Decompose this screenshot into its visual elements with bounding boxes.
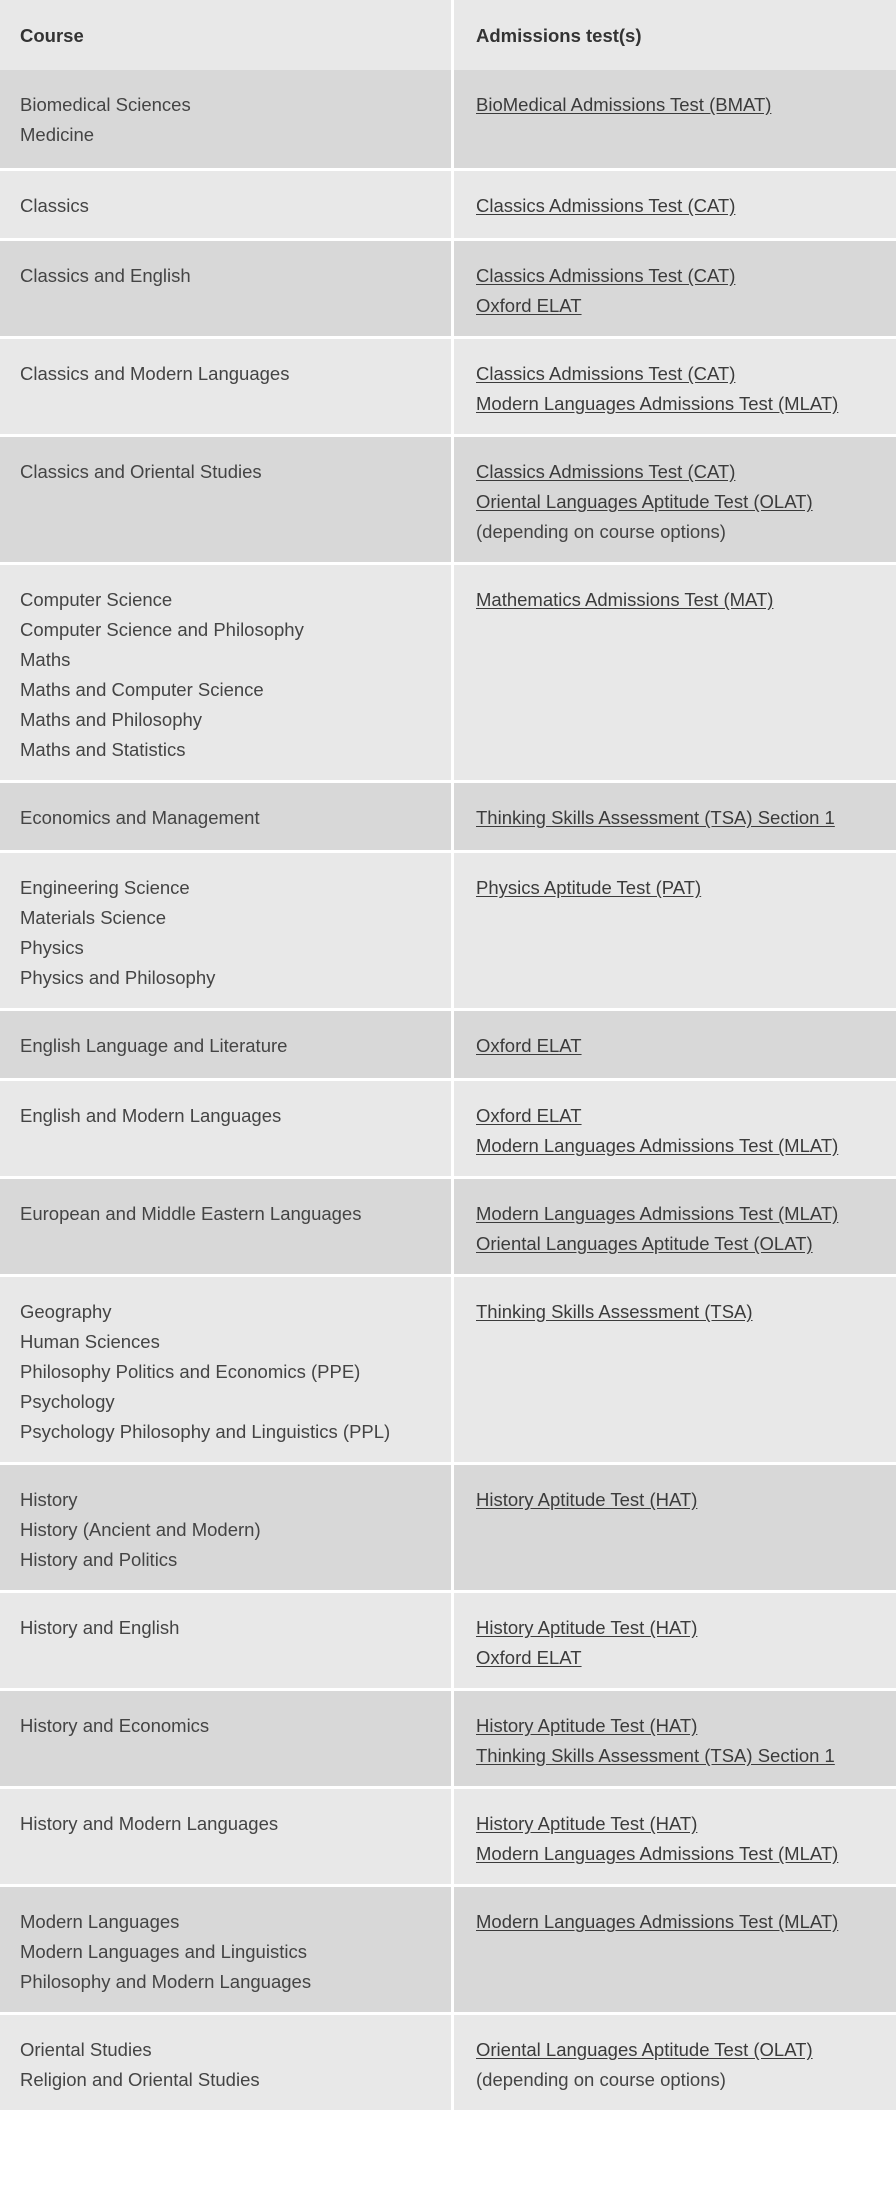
table-header-row bbox=[0, 0, 896, 70]
table-row bbox=[0, 238, 896, 336]
admissions-test-link[interactable]: Modern Languages Admissions Test (MLAT) bbox=[476, 1135, 839, 1156]
tests-cell bbox=[454, 1081, 896, 1176]
test-line bbox=[476, 1907, 876, 1937]
test-line bbox=[476, 1131, 876, 1161]
admissions-test-link[interactable]: Thinking Skills Assessment (TSA) bbox=[476, 1301, 753, 1322]
course-name: Maths and Computer Science bbox=[20, 679, 264, 700]
tests-cell bbox=[454, 70, 896, 168]
test-line bbox=[476, 803, 876, 833]
tests-cell bbox=[454, 171, 896, 238]
course-cell bbox=[0, 70, 454, 168]
admissions-test-link[interactable]: Oxford ELAT bbox=[476, 1105, 582, 1126]
table-row bbox=[0, 562, 896, 780]
admissions-test-link[interactable]: Classics Admissions Test (CAT) bbox=[476, 363, 736, 384]
course-name: Computer Science bbox=[20, 589, 173, 610]
admissions-test-link[interactable]: Oriental Languages Aptitude Test (OLAT) bbox=[476, 2039, 813, 2060]
course-cell bbox=[0, 1887, 454, 2012]
tests-cell bbox=[454, 241, 896, 336]
course-cell bbox=[0, 1179, 454, 1274]
course-name: Maths and Philosophy bbox=[20, 709, 203, 730]
table-row bbox=[0, 1078, 896, 1176]
course-name: Economics and Management bbox=[20, 807, 260, 828]
course-cell bbox=[0, 565, 454, 780]
admissions-test-link[interactable]: Oxford ELAT bbox=[476, 1647, 582, 1668]
admissions-test-link[interactable]: Classics Admissions Test (CAT) bbox=[476, 265, 736, 286]
table-row bbox=[0, 1462, 896, 1590]
course-name: Physics and Philosophy bbox=[20, 967, 216, 988]
tests-cell bbox=[454, 1691, 896, 1786]
admissions-test-link[interactable]: Thinking Skills Assessment (TSA) Section 1 bbox=[476, 807, 835, 828]
admissions-test-link[interactable]: Physics Aptitude Test (PAT) bbox=[476, 877, 702, 898]
admissions-test-link[interactable]: History Aptitude Test (HAT) bbox=[476, 1813, 698, 1834]
tests-cell bbox=[454, 565, 896, 780]
test-line bbox=[476, 359, 876, 389]
table-row bbox=[0, 1688, 896, 1786]
table-row bbox=[0, 168, 896, 238]
course-name: History (Ancient and Modern) bbox=[20, 1519, 261, 1540]
test-line bbox=[476, 1741, 876, 1771]
course-name: Modern Languages bbox=[20, 1911, 180, 1932]
table-row bbox=[0, 1176, 896, 1274]
course-name: Psychology bbox=[20, 1391, 115, 1412]
course-name: Oriental Studies bbox=[20, 2039, 152, 2060]
test-line bbox=[476, 1199, 876, 1229]
course-cell bbox=[0, 1691, 454, 1786]
tests-cell bbox=[454, 1593, 896, 1688]
test-line bbox=[476, 389, 876, 419]
course-cell bbox=[0, 1465, 454, 1590]
course-cell bbox=[0, 1081, 454, 1176]
test-line bbox=[476, 1485, 876, 1515]
admissions-test-link[interactable]: History Aptitude Test (HAT) bbox=[476, 1489, 698, 1510]
course-name: Modern Languages and Linguistics bbox=[20, 1941, 307, 1962]
admissions-test-link[interactable]: Oriental Languages Aptitude Test (OLAT) bbox=[476, 491, 813, 512]
admissions-test-link[interactable]: Modern Languages Admissions Test (MLAT) bbox=[476, 1911, 839, 1932]
table-row bbox=[0, 780, 896, 850]
course-name: Maths and Statistics bbox=[20, 739, 186, 760]
admissions-test-link[interactable]: Mathematics Admissions Test (MAT) bbox=[476, 589, 774, 610]
admissions-test-link[interactable]: History Aptitude Test (HAT) bbox=[476, 1617, 698, 1638]
tests-cell bbox=[454, 1465, 896, 1590]
tests-cell bbox=[454, 1277, 896, 1462]
course-name: English Language and Literature bbox=[20, 1035, 288, 1056]
test-line bbox=[476, 487, 876, 517]
course-cell bbox=[0, 437, 454, 562]
admissions-test-link[interactable]: Modern Languages Admissions Test (MLAT) bbox=[476, 1203, 839, 1224]
course-cell bbox=[0, 1277, 454, 1462]
test-line bbox=[476, 1229, 876, 1259]
course-name: Philosophy Politics and Economics (PPE) bbox=[20, 1361, 361, 1382]
test-line bbox=[476, 873, 876, 903]
course-name: Geography bbox=[20, 1301, 112, 1322]
course-name: Biomedical Sciences bbox=[20, 94, 191, 115]
table-row bbox=[0, 434, 896, 562]
course-name: History and Politics bbox=[20, 1549, 178, 1570]
test-line bbox=[476, 1297, 876, 1327]
table-row bbox=[0, 1590, 896, 1688]
course-cell bbox=[0, 241, 454, 336]
test-line bbox=[476, 191, 876, 221]
tests-cell bbox=[454, 437, 896, 562]
course-name: Medicine bbox=[20, 124, 95, 145]
course-name: Classics and Modern Languages bbox=[20, 363, 290, 384]
test-note: (depending on course options) bbox=[476, 2069, 726, 2090]
admissions-test-link[interactable]: Classics Admissions Test (CAT) bbox=[476, 461, 736, 482]
test-note: (depending on course options) bbox=[476, 521, 726, 542]
test-line bbox=[476, 457, 876, 487]
course-cell bbox=[0, 783, 454, 850]
test-line bbox=[476, 90, 876, 120]
course-name: Classics and English bbox=[20, 265, 191, 286]
course-name: Engineering Science bbox=[20, 877, 190, 898]
course-name: History and English bbox=[20, 1617, 180, 1638]
test-line bbox=[476, 1809, 876, 1839]
course-name: Psychology Philosophy and Linguistics (PPL) bbox=[20, 1421, 391, 1442]
course-name: Maths bbox=[20, 649, 71, 670]
course-cell bbox=[0, 1011, 454, 1078]
tests-cell bbox=[454, 853, 896, 1008]
course-column-header: Course bbox=[0, 0, 454, 70]
test-line bbox=[476, 2035, 876, 2065]
admissions-test-link[interactable]: Oriental Languages Aptitude Test (OLAT) bbox=[476, 1233, 813, 1254]
table-row bbox=[0, 1274, 896, 1462]
course-name: Computer Science and Philosophy bbox=[20, 619, 304, 640]
admissions-test-link[interactable]: Modern Languages Admissions Test (MLAT) bbox=[476, 393, 839, 414]
test-line bbox=[476, 1101, 876, 1131]
tests-cell bbox=[454, 1179, 896, 1274]
course-name: History and Economics bbox=[20, 1715, 210, 1736]
course-cell bbox=[0, 171, 454, 238]
table-row bbox=[0, 1008, 896, 1078]
table-row bbox=[0, 1884, 896, 2012]
admissions-test-link[interactable]: Classics Admissions Test (CAT) bbox=[476, 195, 736, 216]
admissions-test-link[interactable]: History Aptitude Test (HAT) bbox=[476, 1715, 698, 1736]
table-row bbox=[0, 70, 896, 168]
test-line bbox=[476, 1031, 876, 1061]
test-line bbox=[476, 1643, 876, 1673]
tests-cell bbox=[454, 1011, 896, 1078]
course-name: Physics bbox=[20, 937, 84, 958]
course-name: History and Modern Languages bbox=[20, 1813, 279, 1834]
table-row bbox=[0, 336, 896, 434]
course-cell bbox=[0, 2015, 454, 2110]
test-line bbox=[476, 1711, 876, 1741]
table-body bbox=[0, 70, 896, 2110]
admissions-test-link[interactable]: Thinking Skills Assessment (TSA) Section 1 bbox=[476, 1745, 835, 1766]
tests-cell bbox=[454, 1789, 896, 1884]
tests-cell bbox=[454, 783, 896, 850]
test-line bbox=[476, 291, 876, 321]
course-cell bbox=[0, 1593, 454, 1688]
admissions-test-link[interactable]: Oxford ELAT bbox=[476, 295, 582, 316]
tests-cell bbox=[454, 2015, 896, 2110]
course-name: Classics and Oriental Studies bbox=[20, 461, 262, 482]
course-name: History bbox=[20, 1489, 78, 1510]
tests-column-header: Admissions test(s) bbox=[476, 25, 642, 46]
course-name: European and Middle Eastern Languages bbox=[20, 1203, 362, 1224]
course-cell bbox=[0, 339, 454, 434]
admissions-test-link[interactable]: BioMedical Admissions Test (BMAT) bbox=[476, 94, 772, 115]
table-row bbox=[0, 2012, 896, 2110]
course-cell bbox=[0, 1789, 454, 1884]
test-line bbox=[476, 261, 876, 291]
course-name: Religion and Oriental Studies bbox=[20, 2069, 260, 2090]
table-row bbox=[0, 1786, 896, 1884]
table-row bbox=[0, 850, 896, 1008]
course-name: Human Sciences bbox=[20, 1331, 160, 1352]
test-line bbox=[476, 1613, 876, 1643]
course-name: Classics bbox=[20, 195, 89, 216]
test-line bbox=[476, 1839, 876, 1869]
admissions-test-link[interactable]: Modern Languages Admissions Test (MLAT) bbox=[476, 1843, 839, 1864]
course-name: Materials Science bbox=[20, 907, 167, 928]
course-name: Philosophy and Modern Languages bbox=[20, 1971, 312, 1992]
admissions-test-link[interactable]: Oxford ELAT bbox=[476, 1035, 582, 1056]
test-line bbox=[476, 585, 876, 615]
tests-cell bbox=[454, 339, 896, 434]
tests-cell bbox=[454, 1887, 896, 2012]
course-cell bbox=[0, 853, 454, 1008]
course-name: English and Modern Languages bbox=[20, 1105, 282, 1126]
